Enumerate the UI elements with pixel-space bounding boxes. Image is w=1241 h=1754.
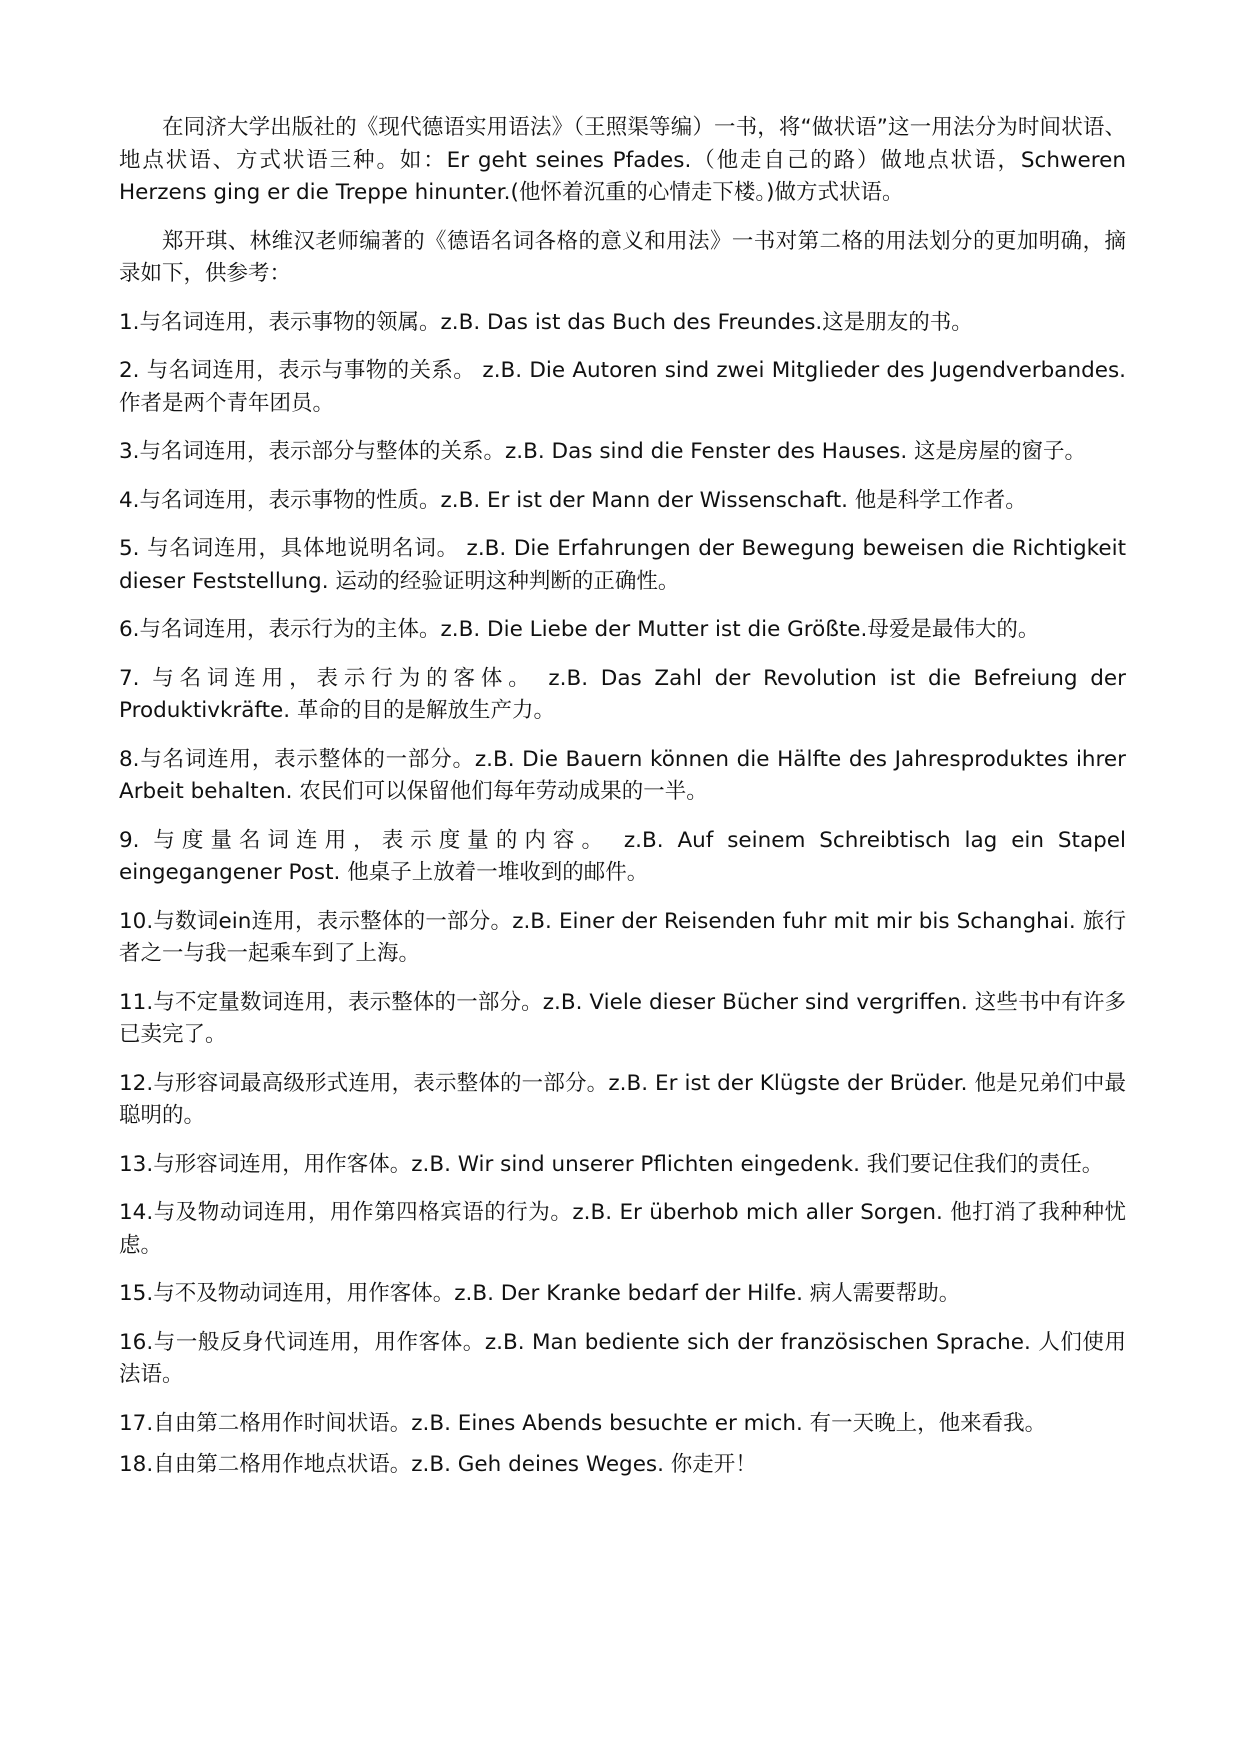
intro-paragraph-2: 郑开琪、林维汉老师编著的《德语名词各格的意义和用法》一书对第二格的用法划分的更加明确，摘录如下，供参考： xyxy=(119,228,1126,286)
list-item: 7. 与名词连用，表示行为的客体。 z.B. Das Zahl der Revolution ist die Befreiung der Produktivkräfte. 革命的目的是解放生产力。 xyxy=(119,665,1126,723)
list-item: 8.与名词连用，表示整体的一部分。z.B. Die Bauern können die Hälfte des Jahresproduktes ihrer Arbeit behalten. 农民们可以保留他们每年劳动成果的一半。 xyxy=(119,746,1126,804)
list-item: 5. 与名词连用，具体地说明名词。 z.B. Die Erfahrungen der Bewegung beweisen die Richtigkeit dieser Feststellung. 运动的经验证明这种判断的正确性。 xyxy=(119,536,1126,594)
list-item: 18.自由第二格用作地点状语。z.B. Geh deines Weges. 你走开！ xyxy=(119,1452,757,1477)
list-item: 17.自由第二格用作时间状语。z.B. Eines Abends besuchte er mich. 有一天晚上，他来看我。 xyxy=(119,1410,1047,1436)
list-item: 4.与名词连用，表示事物的性质。z.B. Er ist der Mann der Wissenschaft. 他是科学工作者。 xyxy=(119,487,1027,513)
usage-list xyxy=(119,307,1126,1482)
list-item: 10.与数词ein连用，表示整体的一部分。z.B. Einer der Reisenden fuhr mit mir bis Schanghai. 旅行者之一与我一起乘车到了上海。 xyxy=(119,908,1126,966)
list-item: 6.与名词连用，表示行为的主体。z.B. Die Liebe der Mutter ist die Größte.母爱是最伟大的。 xyxy=(119,617,1040,642)
list-item: 9. 与度量名词连用，表示度量的内容。 z.B. Auf seinem Schreibtisch lag ein Stapel eingegangener Post. 他桌子上放着一堆收到的邮件。 xyxy=(119,827,1126,885)
document-page xyxy=(119,112,1126,1498)
list-item: 1.与名词连用，表示事物的领属。z.B. Das ist das Buch des Freundes.这是朋友的书。 xyxy=(119,309,973,335)
list-item: 11.与不定量数词连用，表示整体的一部分。z.B. Viele dieser Bücher sind vergriffen. 这些书中有许多已卖完了。 xyxy=(119,989,1126,1047)
list-item: 16.与一般反身代词连用，用作客体。z.B. Man bediente sich der französischen Sprache. 人们使用法语。 xyxy=(119,1329,1126,1387)
list-item: 3.与名词连用，表示部分与整体的关系。z.B. Das sind die Fenster des Hauses. 这是房屋的窗子。 xyxy=(119,439,1087,464)
list-item: 15.与不及物动词连用，用作客体。z.B. Der Kranke bedarf der Hilfe. 病人需要帮助。 xyxy=(119,1281,961,1306)
list-item: 13.与形容词连用，用作客体。z.B. Wir sind unserer Pflichten eingedenk. 我们要记住我们的责任。 xyxy=(119,1151,1104,1177)
list-item: 2. 与名词连用，表示与事物的关系。 z.B. Die Autoren sind zwei Mitglieder des Jugendverbandes. 作者是两个青年团员。 xyxy=(119,358,1126,416)
list-item: 14.与及物动词连用，用作第四格宾语的行为。z.B. Er überhob mich aller Sorgen. 他打消了我种种忧虑。 xyxy=(119,1200,1126,1258)
intro-paragraph-1: 在同济大学出版社的《现代德语实用语法》（王照渠等编）一书，将“做状语”这一用法分为时间状语、地点状语、方式状语三种。如：Er geht seines Pfades.（他走自己的路）做地点状语，Schweren Herzens ging er die Treppe hinunter.(他怀着沉重的心情走下楼。)做方式状语。 xyxy=(119,115,1126,205)
list-item: 12.与形容词最高级形式连用，表示整体的一部分。z.B. Er ist der Klügste der Brüder. 他是兄弟们中最聪明的。 xyxy=(119,1070,1126,1128)
